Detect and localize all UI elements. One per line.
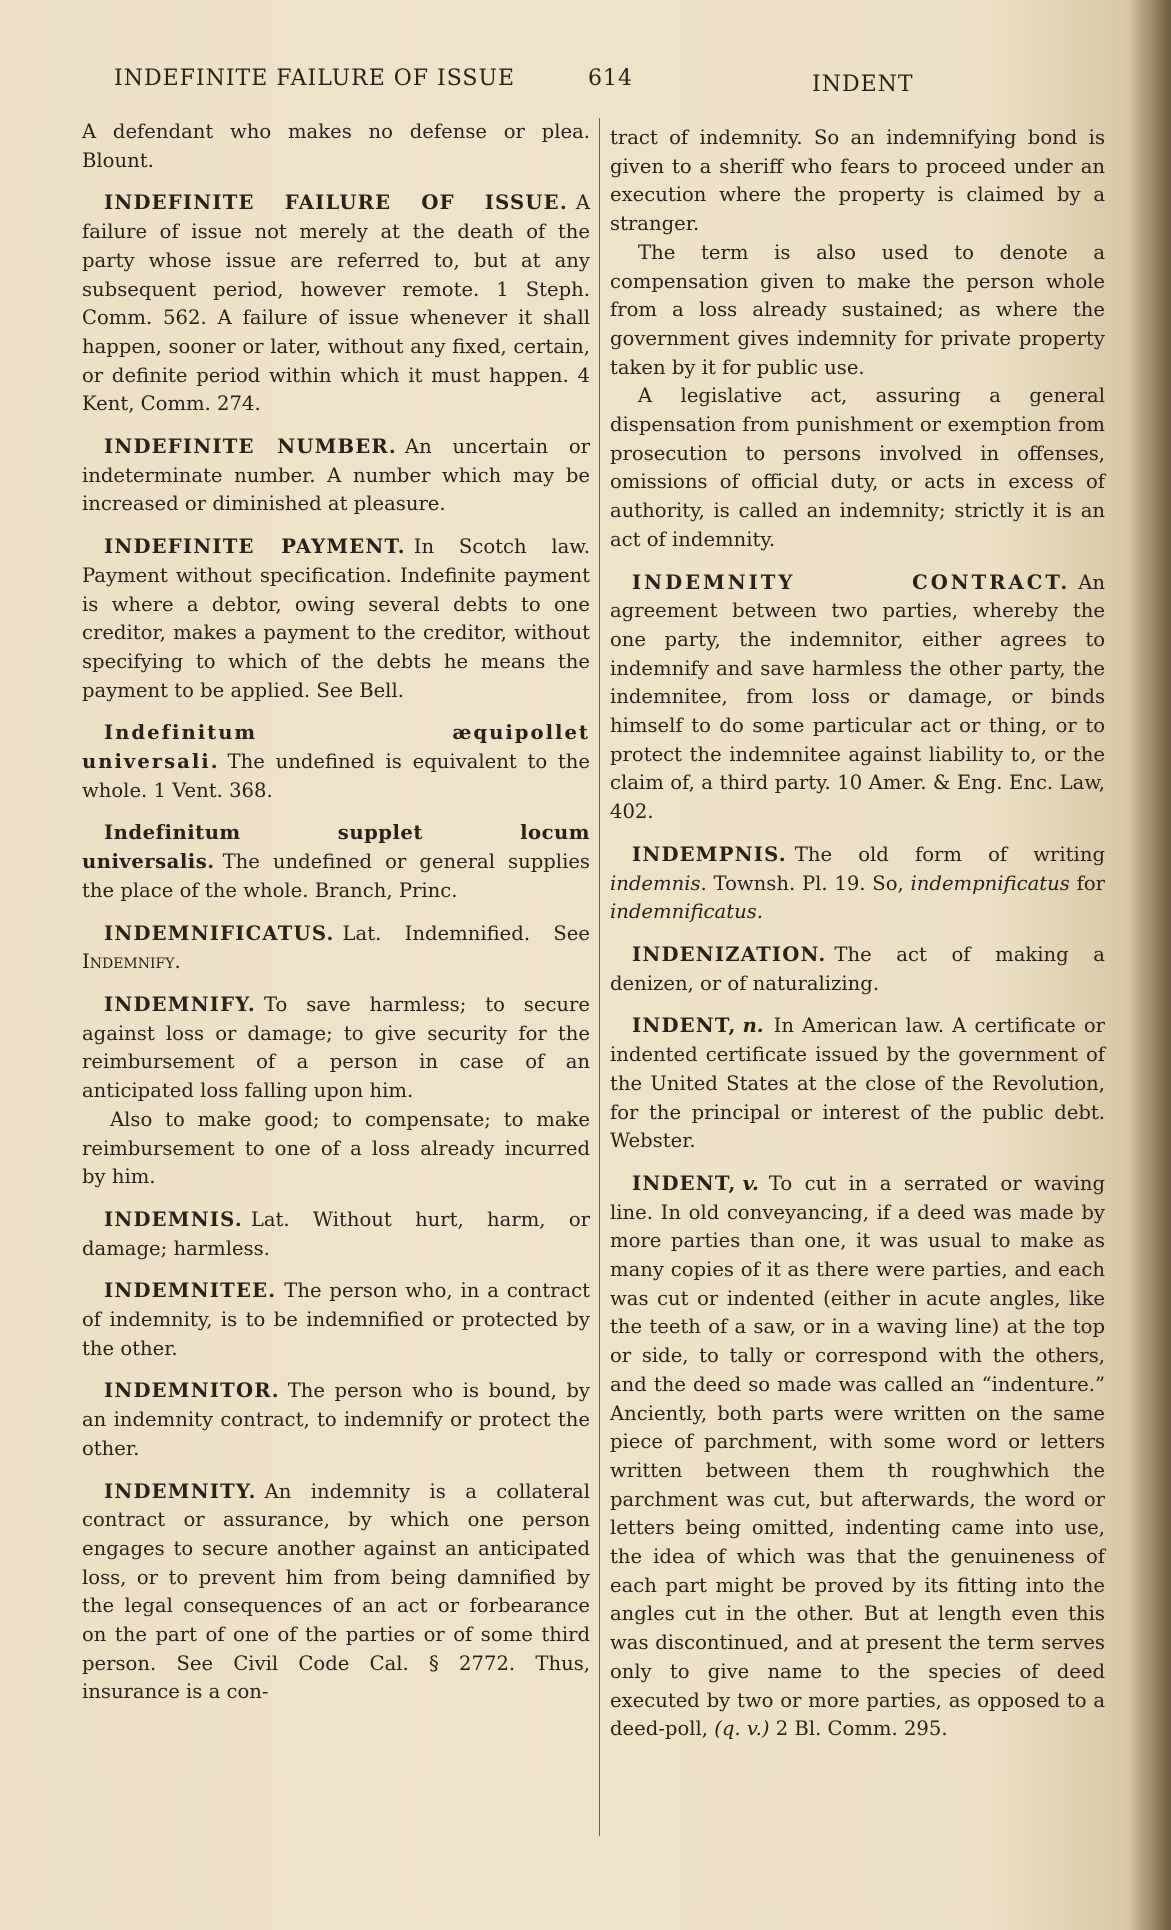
headword: INDEFINITE NUMBER.: [104, 435, 397, 459]
headword: Indefinitum supplet locum universalis.: [82, 821, 590, 874]
part-of-speech: v.: [742, 1171, 759, 1195]
definition: The person who, in a contract of indemnity, is to be indemnified or protected by the other.: [82, 1279, 590, 1360]
definition: Lat. Without hurt, harm, or damage; harmless.: [82, 1207, 590, 1260]
entry-indemnitor: [82, 1377, 590, 1463]
entry-indempnis: [610, 841, 1105, 927]
header-left-title: INDEFINITE FAILURE OF ISSUE: [114, 66, 516, 91]
definition: In Scotch law. Payment without specification. Indefinite payment is where a debtor, owing several debts to one creditor, makes a payment to the creditor, without specifying to which of the debts he means the payment to be applied. See Bell.: [82, 535, 590, 702]
running-header: [0, 62, 1171, 102]
cross-reference: (q. v.): [714, 1717, 770, 1741]
entry-indent-noun: [610, 1012, 1105, 1156]
entry-indemnify: [82, 991, 590, 1192]
entry-indefinite-number: [82, 433, 590, 519]
headword: INDEMNITOR.: [104, 1379, 280, 1403]
page-spine-shadow: [1129, 0, 1171, 1930]
carryover-text: A defendant who makes no defense or plea. Blount.: [82, 120, 590, 172]
entry-indemnity: [82, 1478, 590, 1708]
definition: The undefined is equivalent to the whole. 1 Vent. 368.: [82, 750, 590, 802]
headword: INDEMNITY CONTRACT.: [632, 570, 1071, 594]
entry-indefinite-failure-of-issue: [82, 189, 590, 419]
entry-indenization: [610, 941, 1105, 998]
definition-text: for: [1076, 871, 1106, 895]
headword: INDENT,: [632, 1171, 737, 1195]
entry-indemnificatus: [82, 920, 590, 977]
headword: INDEMNIS.: [104, 1207, 243, 1231]
entry-indemnitee: [82, 1277, 590, 1363]
italic-term: indemnificatus.: [610, 900, 763, 924]
part-of-speech: n.: [742, 1014, 764, 1038]
headword: INDEMPNIS.: [632, 842, 787, 866]
headword: INDEMNIFICATUS.: [104, 921, 335, 945]
entry-indefinitum-aequipollet: [82, 719, 590, 805]
definition: To save harmless; to secure against loss or damage; to give security for the reimbursement of a person in case of an anticipated loss falling upon him.: [82, 992, 590, 1103]
carryover-indemnity: tract of indemnity. So an indemnifying bond is given to a sheriff who fears to proceed under an execution where the property is claimed by a stranger. The term is also used to denote a compensation given to make the person whole from a loss already sustained; as where the government gives indemnity for private property taken by it for public use. A legislative act, assuring a general dispensation from punishment or exemption from prosecution to persons involved in offenses, omissions of official duty, or acts in excess of authority, is called an indemnity; strictly it is an act of indemnity.: [610, 126, 1105, 551]
entry-indent-verb: [610, 1170, 1105, 1744]
entry-indefinitum-supplet: [82, 819, 590, 905]
headword: INDEMNITY.: [104, 1479, 257, 1503]
column-divider: [599, 118, 600, 1836]
headword: INDENT,: [632, 1014, 737, 1038]
page-number: 614: [588, 66, 633, 91]
definition: The person who is bound, by an indemnity contract, to indemnify or protect the other.: [82, 1379, 590, 1460]
italic-term: indempnificatus: [910, 871, 1070, 895]
headword: INDEMNIFY.: [104, 992, 256, 1016]
definition: An agreement between two parties, whereby the one party, the indemnitor, either agrees to indemnify and save harmless the other party, the indemnitee, from loss or damage, or binds himself to do some particular act or thing, or to protect the indemnitee against liability to, or the claim of, a third party. 10 Amer. & Eng. Enc. Law, 402.: [610, 570, 1105, 824]
definition: A failure of issue not merely at the death of the party whose issue are referred to, but at any subsequent period, however remote. 1 Steph. Comm. 562. A failure of issue whenever it shall happen, sooner or later, without any fixed, certain, or definite period within which it must happen. 4 Kent, Comm. 274.: [82, 191, 590, 416]
entry-indemnis: [82, 1206, 590, 1263]
definition: An uncertain or indeterminate number. A number which may be increased or diminished at pleasure.: [82, 435, 590, 516]
header-right-title: INDENT: [812, 72, 914, 97]
definition: Lat. Indemnified. See: [342, 921, 590, 945]
italic-term: indemnis.: [610, 871, 707, 895]
headword: INDEFINITE PAYMENT.: [104, 535, 406, 559]
definition: The act of making a denizen, or of naturalizing.: [610, 942, 1105, 995]
cross-reference: Indemnify.: [82, 950, 181, 974]
definition: An indemnity is a collateral contract or assurance, by which one person engages to secure another against an anticipated loss, or to prevent him from being damnified by the legal consequences of an act or forbearance on the part of one of the parties or of some third person. See Civil Code Cal. § 2772. Thus, insurance is a con-: [82, 1479, 590, 1704]
citation: 2 Bl. Comm. 295.: [775, 1717, 948, 1741]
headword: INDEMNITEE.: [104, 1279, 277, 1303]
entry-indefinite-payment: [82, 533, 590, 705]
definition: The old form of writing: [794, 842, 1105, 866]
citation: Townsh. Pl. 19. So,: [713, 871, 904, 895]
left-column: [82, 118, 590, 1721]
definition-continued: Also to make good; to compensate; to make reimbursement to one of a loss already incurred by him.: [82, 1107, 590, 1189]
headword: INDEFINITE FAILURE OF ISSUE.: [104, 191, 568, 215]
headword: Indefinitum æquipollet universali.: [82, 721, 590, 774]
definition: To cut in a serrated or waving line. In old conveyancing, if a deed was made by more parties than one, it was usual to make as many copies of it as there were parties, and each was cut or indented (either in acute angles, like the teeth of a saw, or in a waving line) at the top or side, to tally or correspond with the others, and the deed so made was called an “indenture.” Anciently, both parts were written on the same piece of parchment, with some word or letters written between them th roughwhich the parchment was cut, but afterwards, the word or letters being omitted, indenting came into use, the idea of which was that the genuineness of each part might be proved by its fitting into the angles cut in the other. But at length even this was discontinued, and at present the term serves only to give name to the species of deed executed by two or more parties, as opposed to a deed-poll,: [610, 1171, 1105, 1741]
headword: INDENIZATION.: [632, 942, 827, 966]
definition: In American law. A certificate or indented certificate issued by the government of the United States at the close of the Revolution, for the principal or interest of the public debt. Webster.: [610, 1014, 1105, 1153]
definition: The undefined or general supplies the place of the whole. Branch, Princ.: [82, 850, 590, 902]
right-column: [610, 124, 1105, 1758]
entry-indemnity-contract: [610, 569, 1105, 827]
